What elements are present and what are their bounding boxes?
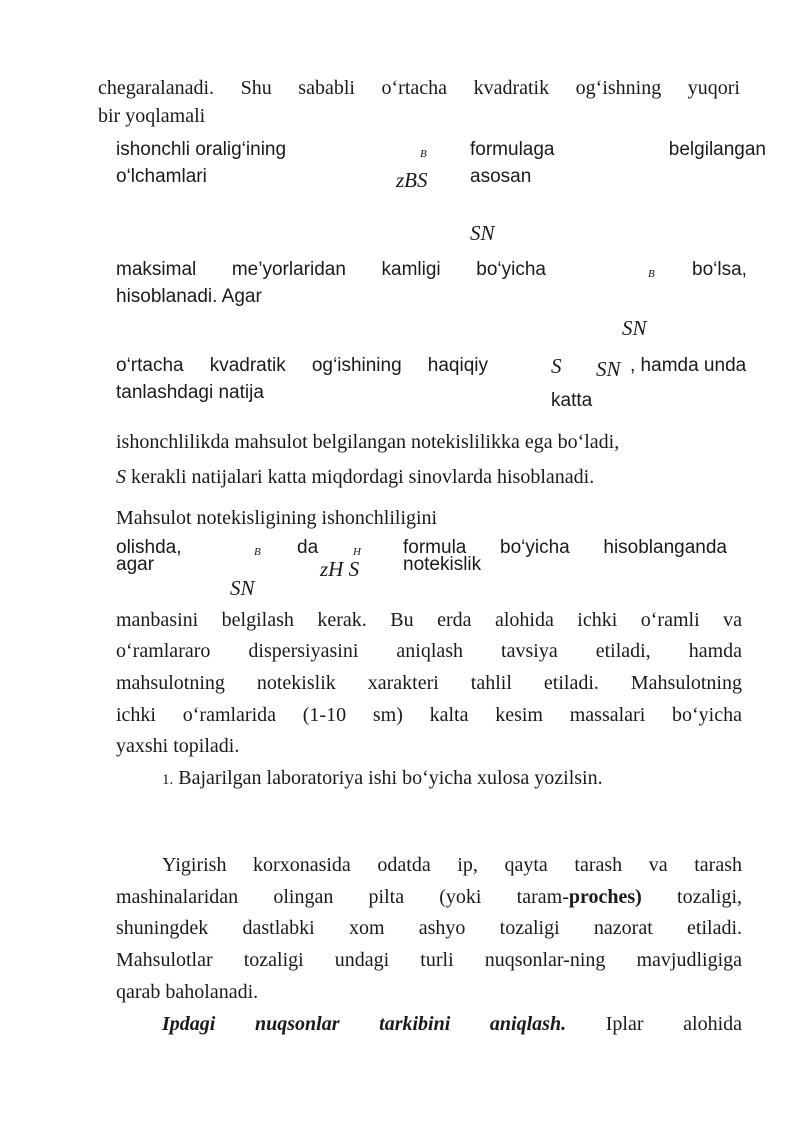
- text-cell: [470, 138, 766, 162]
- list-item: [162, 766, 603, 792]
- text-line: Mahsulot notekisligining ishonchliligini: [116, 507, 438, 529]
- text-line: manbasini belgilash kerak. Bu erda alohida ichki o‘ramli va: [116, 609, 742, 631]
- text-cell: katta: [551, 390, 593, 411]
- text-line: [162, 1009, 742, 1041]
- text-span: Iplar alohida: [605, 1013, 743, 1035]
- text-word: belgilangan: [668, 139, 766, 160]
- text-cell: , hamda unda: [630, 355, 747, 376]
- formula-s: S: [116, 466, 126, 488]
- text-line: Mahsulotlar tozaligi undagi turli nuqsonlar-ning mavjudligiga: [116, 949, 742, 971]
- text-word: formulaga: [470, 139, 555, 160]
- formula-s: S: [551, 354, 562, 378]
- list-number: 1.: [162, 772, 174, 788]
- bold-italic-heading: Ipdagi nuqsonlar tarkibini aniqlash.: [162, 1013, 567, 1035]
- formula-zhs: zH S: [320, 557, 360, 581]
- text-span: kerakli natijalari katta miqdordagi sinovlarda hisoblanadi.: [131, 466, 595, 488]
- text-span: mashinalaridan olingan pilta (yoki taram-: [116, 886, 569, 908]
- formula-subscript: B: [254, 546, 261, 558]
- text-cell: da: [297, 537, 319, 558]
- formula-subscript: B: [648, 268, 655, 280]
- text-cell: formula bo‘yicha hisoblanganda: [403, 537, 727, 558]
- text-line: ichki o‘ramlarida (1-10 sm) kalta kesim massalari bo‘yicha: [116, 704, 742, 726]
- text-cell: bo‘lsa,: [692, 259, 747, 280]
- formula-subscript: B: [420, 148, 427, 160]
- text-cell: olishda,: [116, 537, 182, 558]
- text-cell: hisoblanadi. Agar: [116, 286, 262, 307]
- text-line: chegaralanadi. Shu sababli o‘rtacha kvadratik og‘ishning yuqori: [98, 77, 740, 99]
- text-line: bir yoqlamali: [98, 105, 206, 127]
- list-text: Bajarilgan laboratoriya ishi bo‘yicha xulosa yozilsin.: [178, 767, 603, 789]
- text-line: qarab baholanadi.: [116, 981, 259, 1003]
- formula-sn: SN: [596, 357, 621, 381]
- text-cell: o‘rtacha kvadratik og‘ishining haqiqiy: [116, 355, 488, 376]
- text-cell: notekislik: [403, 554, 482, 575]
- text-cell: o‘lchamlari: [116, 166, 207, 187]
- text-cell: ishonchli oralig‘ining: [116, 139, 287, 160]
- text-line: [116, 882, 742, 914]
- text-line: o‘ramlararo dispersiyasini aniqlash tavsiya etiladi, hamda: [116, 640, 742, 662]
- formula-subscript: H: [353, 546, 361, 558]
- text-line: shuningdek dastlabki xom ashyo tozaligi nazorat etiladi.: [116, 917, 742, 939]
- text-cell: agar: [116, 554, 155, 575]
- formula-sn: SN: [622, 316, 647, 340]
- formula-sn: SN: [230, 576, 255, 600]
- text-line: ishonchlilikda mahsulot belgilangan notekislilikka ega bo‘ladi,: [116, 431, 620, 453]
- formula-sn: SN: [470, 221, 495, 245]
- text-line: mahsulotning notekislik xarakteri tahlil etiladi. Mahsulotning: [116, 672, 742, 694]
- text-line: [116, 465, 594, 489]
- text-line: yaxshi topiladi.: [116, 735, 240, 757]
- text-cell: tanlashdagi natija: [116, 382, 264, 403]
- formula-zbs: zBS: [396, 168, 428, 192]
- text-span: tozaligi,: [677, 886, 742, 908]
- text-cell: asosan: [470, 166, 532, 187]
- text-line: Yigirish korxonasida odatda ip, qayta tarash va tarash: [162, 854, 742, 876]
- bold-text: proches): [568, 886, 642, 908]
- text-cell: maksimal me’yorlaridan kamligi bo‘yicha: [116, 259, 546, 280]
